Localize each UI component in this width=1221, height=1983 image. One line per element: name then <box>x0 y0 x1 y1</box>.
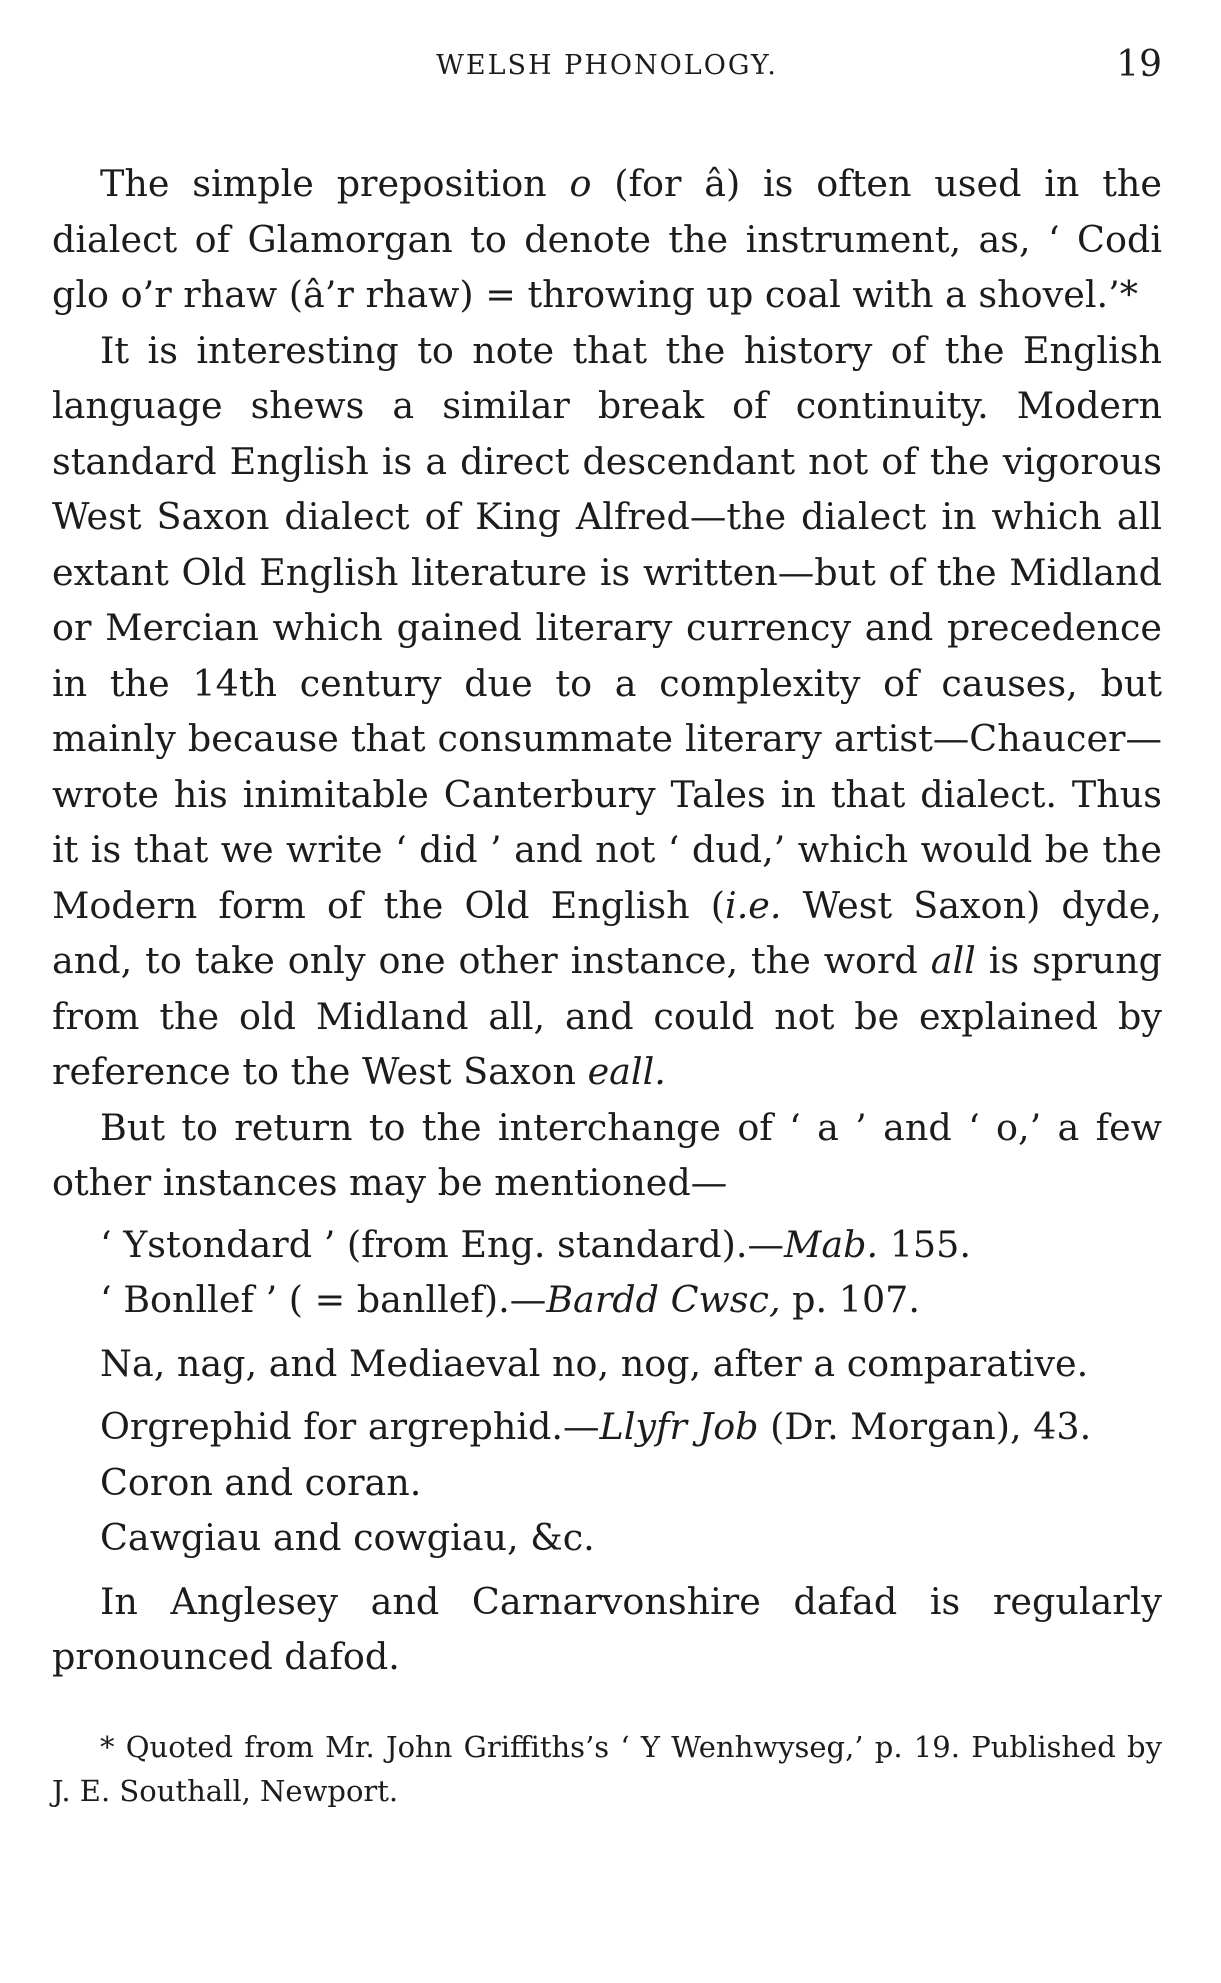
example-na-nag: Na, nag, and Mediaeval no, nog, after a comparative. <box>100 1341 1089 1385</box>
running-head <box>52 40 1162 96</box>
citation-bonllef <box>52 1272 1162 1328</box>
citation-source: Mab. <box>783 1222 879 1266</box>
text-segment: Orgrephid for argrephid.— <box>100 1405 600 1448</box>
body-text <box>52 156 1162 1685</box>
italic-word: eall. <box>587 1050 666 1093</box>
text-segment: West Saxon) dyde, and, to take only one other instance, the word <box>52 883 1162 982</box>
page-number: 19 <box>1116 44 1162 85</box>
citation-page: 155. <box>878 1222 971 1266</box>
text-segment: (Dr. Morgan), 43. <box>758 1405 1092 1448</box>
example-coron: Coron and coran. <box>100 1460 422 1504</box>
paragraph-anglesey: In Anglesey and Carnarvonshire dafad is regularly pronounced dafod. <box>52 1579 1162 1678</box>
italic-word: o <box>569 162 592 205</box>
text-segment: It is interesting to note that the history of the English language shews a similar break of continuity. Modern standard English is a direct descendant not of the vigorous West Saxon dialect of King Alfred—the dialect in which all extant Old English literature is written—but of the Midland or Mercian which gained literary currency and precedence in the 14th century due to a complexity of causes, but mainly because that consummate literary artist—Chaucer—wrote his inimitable Canterbury Tales in that dialect. Thus it is that we write ‘ did ’ and not ‘ dud,’ which would be the Modern form of the Old English ( <box>52 328 1162 927</box>
text-segment: The simple preposition <box>100 162 570 205</box>
text-segment: is sprung from the old Midland all, and could not be explained by reference to the West Saxon <box>52 939 1162 1093</box>
citation-ystondard <box>52 1217 1162 1273</box>
citation-page: p. 107. <box>780 1278 920 1321</box>
citation-text: ‘ Bonllef ’ ( = banllef).— <box>100 1278 547 1321</box>
italic-word: i.e. <box>725 883 782 927</box>
italic-word: Llyfr Job <box>599 1405 759 1448</box>
example-cawgiau: Cawgiau and cowgiau, &c. <box>100 1516 595 1559</box>
paragraph-interchange: But to return to the interchange of ‘ a ’ and ‘ o,’ a few other instances may be mentioned— <box>52 1105 1162 1204</box>
paragraph-english-history <box>52 323 1162 1100</box>
text-segment: (for â) is often used in the dialect of Glamorgan to denote the instrument, as, ‘ Codi glo o’r rhaw (â’r rhaw) = throwing up coal with a shovel.’* <box>52 162 1162 316</box>
citation-source: Bardd Cwsc, <box>546 1278 781 1321</box>
paragraph-preposition <box>52 156 1162 323</box>
book-page <box>52 40 1162 1842</box>
running-title: WELSH PHONOLOGY. <box>436 50 778 81</box>
citation-text: ‘ Ystondard ’ (from Eng. standard).— <box>100 1222 784 1266</box>
footnote: * Quoted from Mr. John Griffiths’s ‘ Y Wenhwyseg,’ p. 19. Published by J. E. Southall, Newport. <box>52 1729 1162 1808</box>
italic-word: all <box>930 939 976 982</box>
example-orgrephid <box>52 1399 1162 1455</box>
